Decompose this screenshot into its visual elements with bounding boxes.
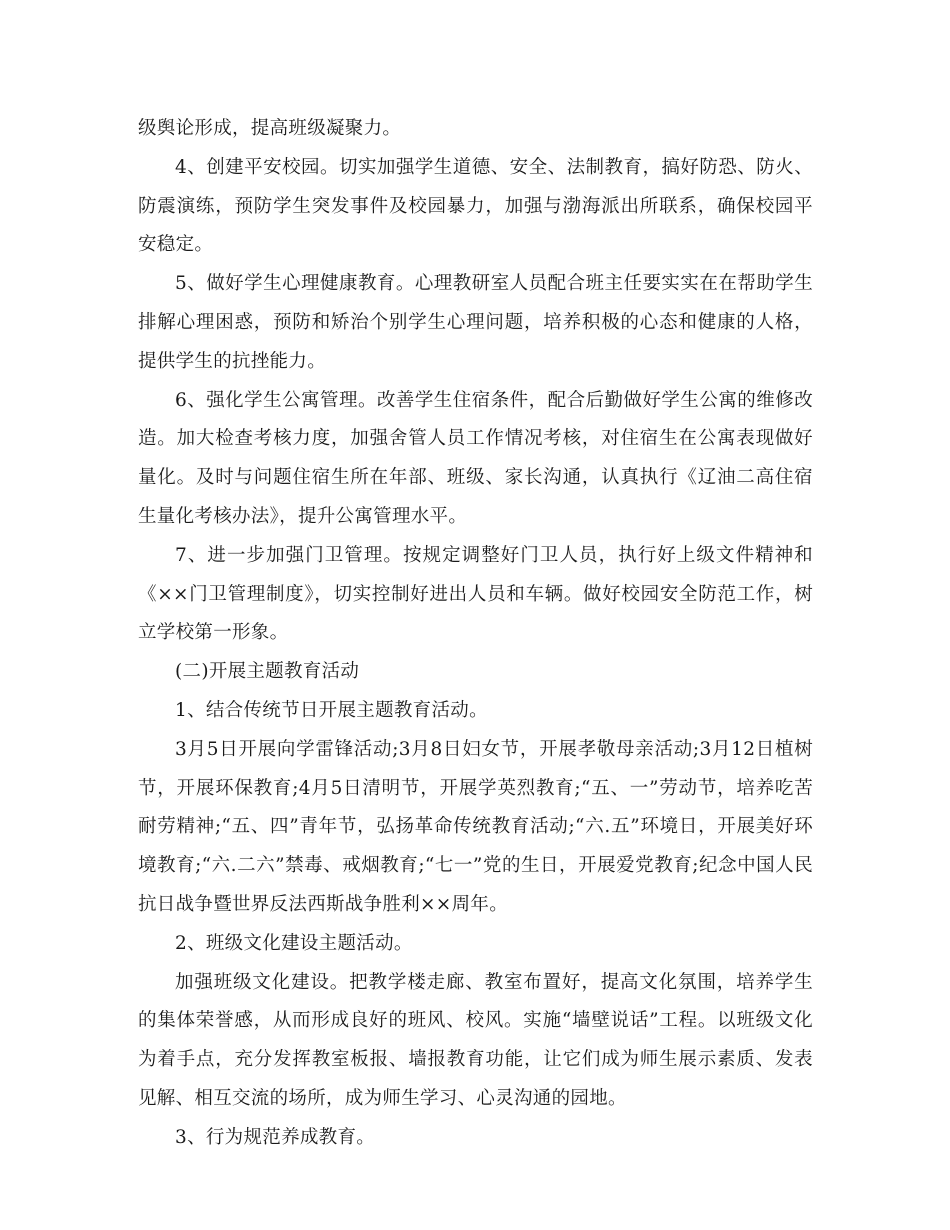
document-body [138, 110, 813, 1158]
paragraph-gate-management: 7、进一步加强门卫管理。按规定调整好门卫人员，执行好上级文件精神和《××门卫管理制度》，切实控制好进出人员和车辆。做好校园安全防范工作，树立学校第一形象。 [138, 544, 813, 644]
paragraph-festival-activities: 3月5日开展向学雷锋活动;3月8日妇女节，开展孝敬母亲活动;3月12日植树节，开展环保教育;4月5日清明节，开展学英烈教育;“五、一”劳动节，培养吃苦耐劳精神;“五、四”青年节，弘扬革命传统教育活动;“六.五”环境日，开展美好环境教育;“六.二六”禁毒、戒烟教育;“七一”党的生日，开展爱党教育;纪念中国人民抗日战争暨世界反法西斯战争胜利××周年。 [138, 738, 813, 915]
paragraph-dormitory-management: 6、强化学生公寓管理。改善学生住宿条件，配合后勤做好学生公寓的维修改造。加大检查考核力度，加强舍管人员工作情况考核，对住宿生在公寓表现做好量化。及时与问题住宿生所在年部、班级、家长沟通，认真执行《辽油二高住宿生量化考核办法》，提升公寓管理水平。 [138, 389, 813, 527]
paragraph-mental-health: 5、做好学生心理健康教育。心理教研室人员配合班主任要实实在在帮助学生排解心理困惑，预防和矫治个别学生心理问题，培养积极的心态和健康的人格，提供学生的抗挫能力。 [138, 273, 813, 372]
paragraph-class-culture-heading: 2、班级文化建设主题活动。 [175, 932, 413, 954]
paragraph-continuation: 级舆论形成，提高班级凝聚力。 [138, 118, 402, 139]
paragraph-behavior-heading: 3、行为规范养成教育。 [175, 1126, 376, 1148]
section-heading-theme-activities: (二)开展主题教育活动 [175, 661, 360, 683]
paragraph-class-culture: 加强班级文化建设。把教学楼走廊、教室布置好，提高文化氛围，培养学生的集体荣誉感，从而形成良好的班风、校风。实施“墙壁说话”工程。以班级文化为着手点，充分发挥教室板报、墙报教育功能，让它们成为师生展示素质、发表见解、相互交流的场所，成为师生学习、心灵沟通的园地。 [138, 971, 813, 1109]
paragraph-campus-safety: 4、创建平安校园。切实加强学生道德、安全、法制教育，搞好防恐、防火、防震演练，预防学生突发事件及校园暴力，加强与渤海派出所联系，确保校园平安稳定。 [138, 156, 813, 256]
paragraph-festival-heading: 1、结合传统节日开展主题教育活动。 [175, 699, 488, 721]
